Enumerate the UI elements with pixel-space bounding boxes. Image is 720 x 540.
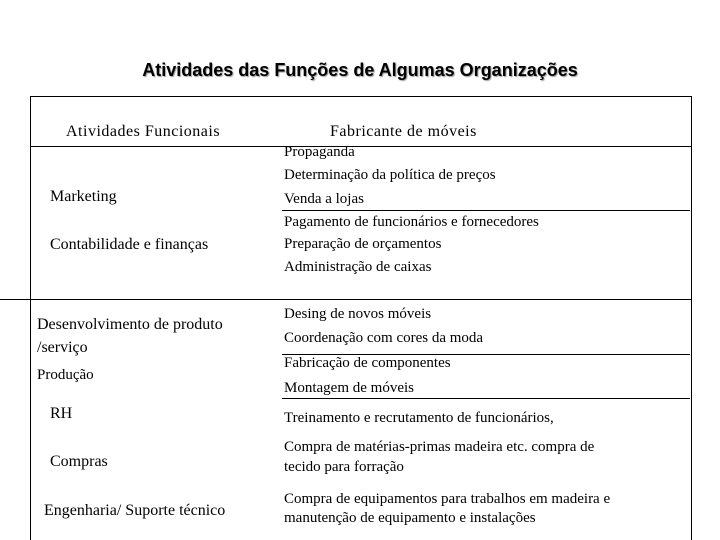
table-left-border: [30, 96, 31, 540]
header-furniture-maker: Fabricante de móveis: [330, 123, 477, 140]
row-label-marketing: Marketing: [50, 188, 117, 205]
activity-cash-management: Administração de caixas: [284, 259, 432, 275]
table-top-border: [30, 96, 692, 97]
activity-furniture-design: Desing de novos móveis: [284, 306, 432, 322]
table-right-border: [691, 96, 692, 540]
row-label-engineering: Engenharia/ Suporte técnico: [44, 502, 226, 519]
activity-training-recruiting: Treinamento e recrutamento de funcionários,: [284, 410, 554, 426]
activity-store-sales: Venda a lojas: [284, 191, 364, 207]
activity-payments: Pagamento de funcionários e fornecedores: [284, 214, 539, 230]
activity-pricing-policy: Determinação da política de preços: [284, 167, 496, 183]
activity-purchasing-line-1: Compra de matérias-primas madeira etc. compra de: [284, 439, 595, 455]
header-divider: [30, 146, 692, 147]
activity-furniture-assembly: Montagem de móveis: [284, 380, 414, 396]
row-label-product-development-service: /serviço: [37, 339, 88, 356]
row-label-purchasing: Compras: [50, 453, 108, 470]
activity-fashion-coordination: Coordenação com cores da moda: [284, 330, 484, 346]
activity-component-manufacturing: Fabricação de componentes: [284, 355, 451, 371]
header-functional-activities: Atividades Funcionais: [66, 123, 221, 140]
row-label-product-development: Desenvolvimento de produto: [37, 316, 223, 333]
page-title: Atividades das Funções de Algumas Organizações: [142, 60, 578, 80]
row-label-hr: RH: [50, 405, 73, 422]
row-label-accounting-finance: Contabilidade e finanças: [50, 236, 209, 253]
activity-purchasing-line-2: tecido para forração: [284, 459, 404, 475]
activity-advertising: Propaganda: [284, 144, 355, 160]
activity-budgeting: Preparação de orçamentos: [284, 236, 442, 252]
activity-engineering-line-2: manutenção de equipamento e instalações: [284, 510, 536, 526]
row-divider-finance: [0, 299, 692, 300]
activity-engineering-line-1: Compra de equipamentos para trabalhos em madeira e: [284, 491, 611, 507]
row-label-production: Produção: [37, 367, 94, 383]
